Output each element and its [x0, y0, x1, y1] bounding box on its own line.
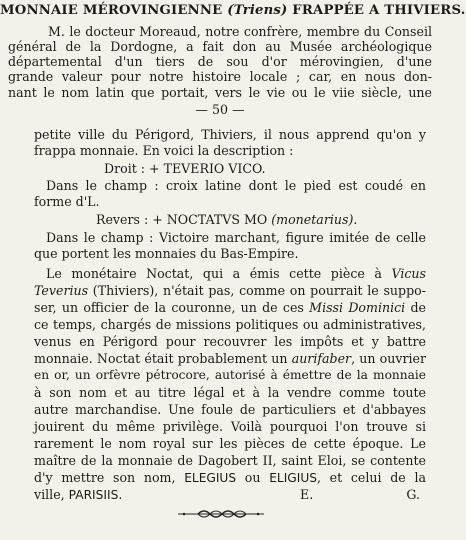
para-line-10: jouirent du même privilège. Voilà pourquoi l'on trouve si — [34, 419, 426, 434]
para-line-8: à son nom et au titre légal et à la vendre comme toute — [34, 385, 426, 400]
para-line-6-italic: aurifaber — [291, 351, 352, 366]
para-line-13-name-1: ELEGIUS — [184, 471, 237, 485]
champ-line-1b: forme d'L. — [34, 194, 100, 209]
para-line-14-name: PARISIIS — [68, 488, 119, 502]
para-line-2-italic: Teverius — [34, 283, 89, 298]
title-part-a: MONNAIE MÉROVINGIENNE — [0, 3, 223, 18]
para-line-3 — [34, 300, 426, 315]
champ-line-2: Dans le champ : Victoire marchant, figure imitée de celle — [46, 230, 426, 245]
title-paren: (Triens) — [227, 3, 288, 18]
intro-line-3: départemental d'un tiers de sou d'or mérovingien, d'une — [8, 54, 432, 69]
para-line-14 — [34, 487, 122, 503]
para-line-11: rarement le nom royal sur les pièces de cette époque. Le — [34, 436, 426, 451]
para-line-13-or: ou — [244, 470, 261, 485]
para-line-13-name-2: ELIGIUS — [269, 471, 317, 485]
para-line-1-text: Le monétaire Noctat, qui a émis cette pièce à — [46, 266, 382, 281]
intro-line-5: nant le nom latin que portait, vers le vie ou le viie siècle, une — [8, 85, 432, 100]
para-line-13 — [34, 470, 426, 486]
para-line-3-italic: Missi Dominici — [309, 300, 406, 315]
champ-line-1: Dans le champ : croix latine dont le pied est coudé en — [46, 178, 426, 193]
intro-line-2: général de la Dordogne, a fait don au Musée archéologique — [8, 39, 432, 54]
para-line-4: ce temps, chargés de missions politiques ou administratives, — [34, 317, 426, 332]
signature-initial-2: G. — [406, 487, 420, 502]
body-line-1: petite ville du Périgord, Thiviers, il nous apprend qu'on y — [34, 127, 426, 142]
para-line-6 — [34, 351, 426, 366]
para-line-14-end: . — [118, 487, 123, 502]
champ-line-2b: que portent les monnaies du Bas-Empire. — [34, 246, 299, 261]
revers-line — [96, 212, 357, 227]
revers-italic: (monetarius). — [271, 212, 358, 227]
para-line-7: en or, un orfèvre pétrocore, autorisé à émettre de la monnaie — [34, 368, 426, 382]
intro-line-1: M. le docteur Moreaud, notre confrère, membre du Conseil — [48, 24, 432, 39]
droit-line: Droit : + TEVERIO VICO. — [104, 161, 266, 176]
signature-initial-1: E. — [300, 487, 314, 502]
para-line-1-italic: Vicus — [391, 266, 426, 281]
para-line-13-end: , et celui de la — [316, 470, 426, 485]
para-line-1 — [46, 266, 426, 281]
body-line-2: frappa monnaie. En voici la description : — [34, 143, 294, 158]
intro-line-4: grande valeur pour notre histoire locale ; car, en nous don- — [8, 69, 432, 84]
para-line-13-text: d'y mettre son nom, — [34, 470, 176, 485]
para-line-2 — [34, 283, 426, 298]
para-line-3-end: de — [410, 300, 426, 315]
page-number: — 50 — — [195, 102, 245, 117]
page-title — [0, 3, 466, 18]
para-line-9: autre marchandise. Une foule de particuliers et d'abbayes — [34, 402, 426, 417]
para-line-3-text: ser, un officier de la couronne, un de ces — [34, 300, 304, 315]
decorative-rule-ornament-icon — [176, 507, 266, 521]
title-part-b: FRAPPÉE A THIVIERS. — [292, 3, 466, 18]
signature — [300, 487, 420, 502]
para-line-5: venus en Périgord pour recouvrer les impôts et y battre — [34, 334, 426, 349]
para-line-14-text: ville, — [34, 487, 65, 502]
para-line-12: maître de la monnaie de Dagobert II, saint Eloi, se contente — [34, 453, 426, 468]
para-line-6-end: , un ouvrier — [351, 351, 427, 366]
para-line-6-text: monnaie. Noctat était probablement un — [34, 351, 288, 366]
revers-text: Revers : + NOCTATVS MO — [96, 212, 268, 227]
para-line-2-text: (Thiviers), n'était pas, comme on pourrait le suppo- — [92, 283, 426, 298]
